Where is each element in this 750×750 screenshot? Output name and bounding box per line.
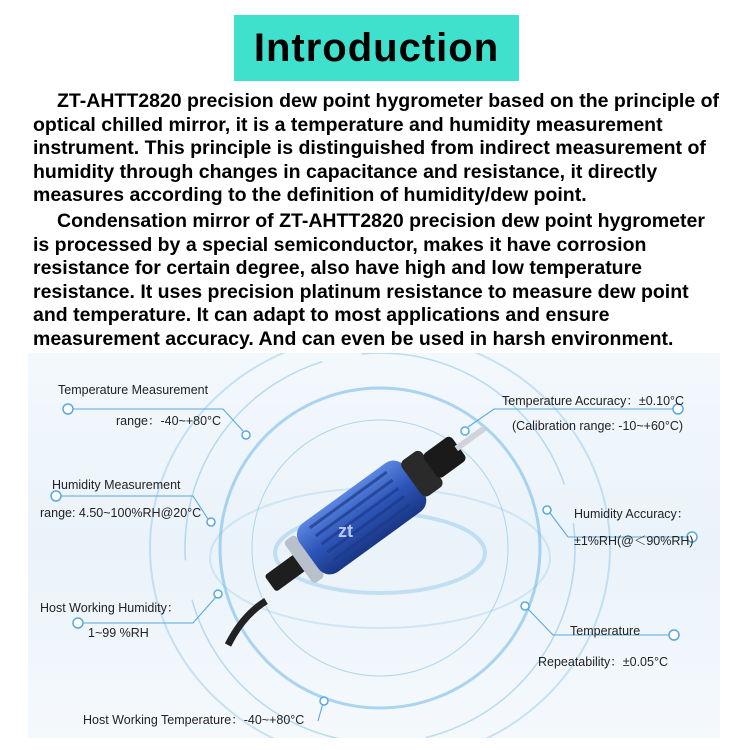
temp-measurement-title: Temperature Measurement: [58, 383, 209, 397]
temp-repeatability-value: Repeatability：±0.05°C: [538, 655, 668, 669]
intro-paragraph-2: Condensation mirror of ZT-AHTT2820 precision dew point hygrometer is processed by a special semiconductor, makes it have corrosion resistance for certain degree, also have high and low temperature resistance. It uses precision platinum resistance to measure dew point and temperature. It can adapt to most applications and ensure measurement accuracy. And can even be used in harsh environment.: [33, 210, 705, 350]
humidity-accuracy-value: ±1%RH(@＜90%RH): [574, 534, 694, 548]
page-title: Introduction: [253, 25, 500, 70]
device-logo: zt: [338, 521, 353, 541]
product-figure: [28, 353, 720, 738]
temp-measurement-range: range：-40~+80°C: [116, 414, 222, 428]
temp-accuracy: Temperature Accuracy：±0.10°C: [502, 394, 685, 408]
calibration-range: (Calibration range: -10~+60°C): [512, 419, 684, 433]
temp-repeatability-title: Temperature: [570, 624, 641, 638]
host-temperature: Host Working Temperature：-40~+80°C: [83, 713, 305, 727]
intro-paragraph-1: ZT-AHTT2820 precision dew point hygrometer based on the principle of optical chilled mirror, it is a temperature and humidity measurement instrument. This principle is distinguished from indirect measurement of humidity through changes in capacitance and resistance, it directly measures according to the definition of humidity/dew point.: [33, 90, 720, 206]
host-humidity-title: Host Working Humidity：: [40, 601, 180, 615]
humidity-accuracy-title: Humidity Accuracy：: [574, 507, 690, 521]
host-humidity-value: 1~99 %RH: [88, 626, 149, 640]
humidity-measurement-title: Humidity Measurement: [52, 478, 181, 492]
title-banner: [234, 15, 519, 81]
humidity-measurement-range: range: 4.50~100%RH@20°C: [40, 506, 202, 520]
